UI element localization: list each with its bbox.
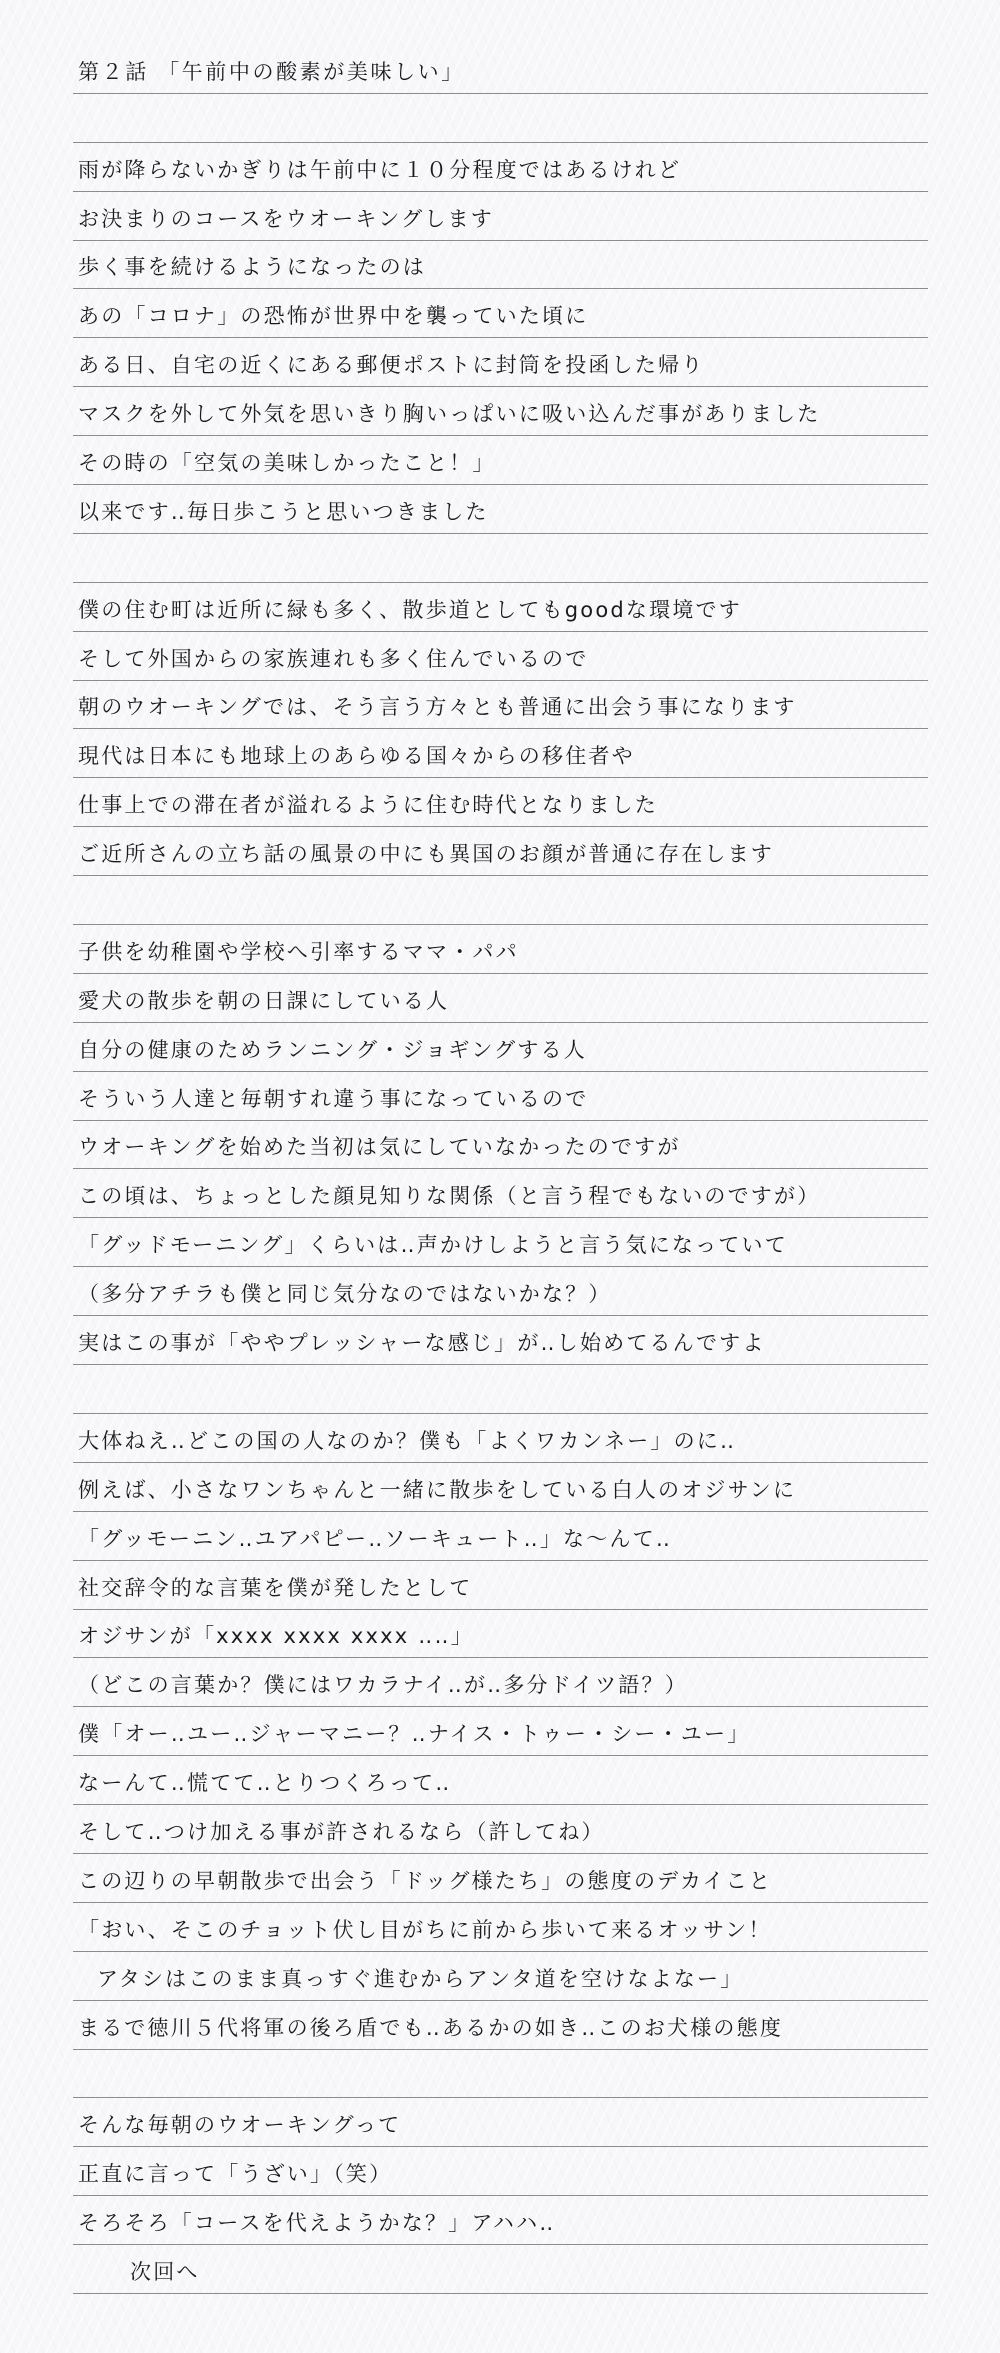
blank-line	[73, 534, 928, 583]
text-line: ウオーキングを始めた当初は気にしていなかったのですが	[73, 1121, 928, 1170]
text-line: 以来です‥毎日歩こうと思いつきました	[73, 485, 928, 534]
text-line: そんな毎朝のウオーキングって	[73, 2098, 928, 2147]
text-line-indented: アタシはこのまま真っすぐ進むからアンタ道を空けなよなー」	[73, 1952, 928, 2001]
text-line: 「グッドモーニング」くらいは‥声かけしようと言う気になっていて	[73, 1218, 928, 1267]
text-line: （どこの言葉か？僕にはワカラナイ‥が‥多分ドイツ語？）	[73, 1658, 928, 1707]
blank-line	[73, 876, 928, 925]
next-episode-note: 次回へ	[73, 2245, 928, 2294]
text-line: 例えば、小さなワンちゃんと一緒に散歩をしている白人のオジサンに	[73, 1463, 928, 1512]
text-line: マスクを外して外気を思いきり胸いっぱいに吸い込んだ事がありました	[73, 387, 928, 436]
text-line: あの「コロナ」の恐怖が世界中を襲っていた頃に	[73, 289, 928, 338]
text-line: オジサンが「xxxx xxxx xxxx ‥‥」	[73, 1610, 928, 1659]
text-line: そして‥つけ加える事が許されるなら（許してね）	[73, 1805, 928, 1854]
text-line: 雨が降らないかぎりは午前中に１０分程度ではあるけれど	[73, 143, 928, 192]
blank-line	[73, 1365, 928, 1414]
text-line: 仕事上での滞在者が溢れるように住む時代となりました	[73, 778, 928, 827]
text-line: 正直に言って「うざい」（笑）	[73, 2147, 928, 2196]
text-line: そして外国からの家族連れも多く住んでいるので	[73, 632, 928, 681]
text-line: 愛犬の散歩を朝の日課にしている人	[73, 974, 928, 1023]
text-line: そういう人達と毎朝すれ違う事になっているので	[73, 1072, 928, 1121]
text-line: 朝のウオーキングでは、そう言う方々とも普通に出会う事になります	[73, 681, 928, 730]
text-line: ある日、自宅の近くにある郵便ポストに封筒を投函した帰り	[73, 338, 928, 387]
text-line: 社交辞令的な言葉を僕が発したとして	[73, 1561, 928, 1610]
text-line: 僕の住む町は近所に緑も多く、散歩道としてもgoodな環境です	[73, 583, 928, 632]
text-line: 大体ねえ‥どこの国の人なのか？僕も「よくワカンネー」のに‥	[73, 1414, 928, 1463]
chapter-title: 第２話 「午前中の酸素が美味しい」	[73, 45, 928, 94]
text-line: 自分の健康のためランニング・ジョギングする人	[73, 1023, 928, 1072]
text-line: その時の「空気の美味しかったこと！」	[73, 436, 928, 485]
text-line: （多分アチラも僕と同じ気分なのではないかな？）	[73, 1267, 928, 1316]
text-line: まるで徳川５代将軍の後ろ盾でも‥あるかの如き‥このお犬様の態度	[73, 2001, 928, 2050]
blank-line	[73, 2050, 928, 2099]
text-line: なーんて‥慌てて‥とりつくろって‥	[73, 1756, 928, 1805]
text-line: 子供を幼稚園や学校へ引率するママ・パパ	[73, 925, 928, 974]
text-line: 「グッモーニン‥ユアパピー‥ソーキュート‥」な〜んて‥	[73, 1512, 928, 1561]
text-line: この辺りの早朝散歩で出会う「ドッグ様たち」の態度のデカイこと	[73, 1854, 928, 1903]
text-line: お決まりのコースをウオーキングします	[73, 192, 928, 241]
text-line: そろそろ「コースを代えようかな？」アハハ‥	[73, 2196, 928, 2245]
manuscript-sheet	[73, 45, 928, 2294]
blank-line	[73, 94, 928, 143]
text-line: 歩く事を続けるようになったのは	[73, 241, 928, 290]
text-line: 僕「オー‥ユー‥ジャーマニー？‥ナイス・トゥー・シー・ユー」	[73, 1707, 928, 1756]
text-line: 「おい、そこのチョット伏し目がちに前から歩いて来るオッサン！	[73, 1903, 928, 1952]
text-line: 現代は日本にも地球上のあらゆる国々からの移住者や	[73, 729, 928, 778]
text-line: ご近所さんの立ち話の風景の中にも異国のお顔が普通に存在します	[73, 827, 928, 876]
text-line: 実はこの事が「ややプレッシャーな感じ」が‥し始めてるんですよ	[73, 1316, 928, 1365]
text-line: この頃は、ちょっとした顔見知りな関係（と言う程でもないのですが）	[73, 1169, 928, 1218]
